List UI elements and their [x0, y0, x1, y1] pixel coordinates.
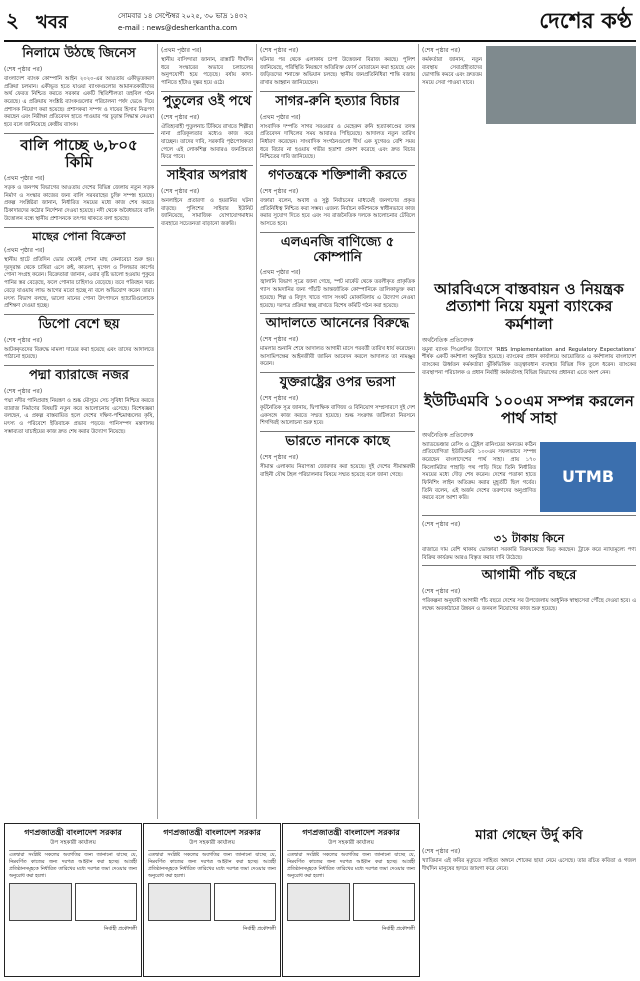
newspaper-logo: দেশের কণ্ঠ [539, 8, 632, 34]
continued-note: (প্রথম পৃষ্ঠার পর) [260, 269, 301, 277]
headline: এলএনজি বাণিজ্যে ৫ কোম্পানি [280, 234, 395, 265]
article-body: পদ্মা নদীর পানিপ্রবাহ নিয়ন্ত্রণ ও শুষ্ক মৌসুমে সেচ সুবিধা নিশ্চিত করতে ব্যারাজ নির্মাণের বিষয়টি নতুন করে আলোচনায় এসেছে। বিশেষজ্ঞরা বলছেন, এ প্রকল্প বাস্তবায়িত হলে দেশের দক্ষিণ-পশ্চিমাঞ্চলের কৃষি, মৎস্য ও পরিবেশে ইতিবাচক প্রভাব পড়বে। পানিসম্পদ মন্ত্রণালয় সম্ভাব্যতা যাচাইয়ের কাজ দ্রুত শেষ করার উদ্যোগ নিয়েছে। [4, 398, 154, 435]
ad-table [144, 881, 280, 923]
column-rule [418, 44, 419, 819]
article-body: বক্তারা বলেন, অবাধ ও সুষ্ঠু নির্বাচনের মাধ্যমেই জনগণের প্রকৃত প্রতিনিধিত্ব নিশ্চিত করা সম্ভব। এজন্য নির্বাচন কমিশনকে স্বাধীনভাবে কাজ করার সুযোগ দিতে হবে এবং সব রাজনৈতিক দলকে আলোচনার টেবিলে আসতে হবে। [260, 197, 415, 227]
page-number: ২ [6, 8, 20, 32]
headline: সাগর-রুনি হত্যার বিচার [275, 93, 400, 109]
news-photo [486, 46, 636, 124]
continued-note: (শেষ পৃষ্ঠার পর) [260, 47, 299, 54]
headline: ৩১ টাকায় কিনে [493, 531, 565, 545]
divider [4, 365, 154, 366]
ad-cell [353, 883, 416, 921]
column-1 [4, 44, 154, 819]
ad-table [5, 881, 141, 923]
article-body: সাংবাদিক দম্পতি সাগর সরওয়ার ও মেহেরুন রুনি হত্যাকাণ্ডের তদন্ত প্রতিবেদন দাখিলের সময় আবারও পিছিয়েছে। আদালত নতুন তারিখ নির্ধারণ করেছেন। সাংবাদিক সংগঠনগুলো দীর্ঘ এক যুগেরও বেশি সময় ধরে বিচার না হওয়ায় গভীর হতাশা প্রকাশ করেছে এবং দ্রুত বিচার নিশ্চিতের দাবি জানিয়েছে। [260, 123, 415, 161]
headline: মাছের পোনা বিক্রেতা [32, 229, 126, 243]
column-rule [256, 44, 257, 819]
article-body: যমুনা ব্যাংক পিএলসির উদ্যোগে ‘RBS Implementation and Regulatory Expectations’ শীর্ষক একটি কর্মশালা অনুষ্ঠিত হয়েছে। ব্যাংকের প্রধান কার্যালয়ে আয়োজিত এ কর্মশালায় বাংলাদেশ ব্যাংকের ঊর্ধ্বতন কর্মকর্তারা ঝুঁকিভিত্তিক তত্ত্বাবধান ব্যবস্থার বিভিন্ন দিক তুলে ধরেন। ব্যাংকের ব্যবস্থাপনা পরিচালক ও প্রধান নির্বাহী কর্মকর্তাসহ বিভিন্ন বিভাগের প্রধানরা এতে অংশ নেন। [422, 346, 636, 376]
divider [148, 850, 276, 851]
headline: পুতুলের ওই পথে [162, 93, 252, 109]
race-photo: UTMB [540, 442, 636, 512]
article-body: স্থানীয় হাটে প্রতিদিন ভোর থেকেই পোনা মাছ কেনাবেচা শুরু হয়। দূরদূরান্ত থেকে চাষিরা এসে রুই, কাতলা, মৃগেল ও সিলভার কার্পের পোনা সংগ্রহ করেন। বিক্রেতারা জানান, এবার বৃষ্টি ভালো হওয়ায় পুকুরে পানির স্তর বেড়েছে, ফলে পোনার চাহিদাও বেড়েছে। তবে পরিবহন খরচ বেড়ে যাওয়ায় লাভ আগের মতো হচ্ছে না বলে অভিযোগ করেন তারা। মৎস্য বিভাগ বলছে, ভালো মানের পোনা উৎপাদনে হ্যাচারিগুলোকে প্রশিক্ষণ দেওয়া হচ্ছে। [4, 257, 154, 310]
column-2b [260, 44, 415, 819]
masthead-rule [4, 40, 636, 42]
ad-cell [287, 883, 350, 921]
ad-body: এতদ্বারা সংশ্লিষ্ট সকলের অবগতির জন্য জানানো যাচ্ছে যে, নিম্নবর্ণিত কাজের জন্য দরপত্র আহ্বান করা হচ্ছে। আগ্রহী প্রতিষ্ঠানসমূহকে নির্ধারিত তারিখের মধ্যে দরপত্র জমা দেওয়ার জন্য অনুরোধ করা হলো। [148, 853, 276, 879]
headline: নিলামে উঠছে জিনেস [22, 46, 136, 61]
continued-note: (শেষ পৃষ্ঠার পর) [260, 395, 299, 403]
article-body: কর্মকর্তারা জানান, নতুন ব্যবস্থায় সেবাগ্রহীতাদের ভোগান্তি কমবে এবং দ্রুততম সময়ে সেবা পাওয়া যাবে। [422, 57, 482, 87]
continued-note: (প্রথম পৃষ্ঠার পর) [4, 175, 45, 183]
headline: ভারতে নানকে কাছে [285, 434, 390, 450]
continued-note: (শেষ পৃষ্ঠার পর) [4, 65, 43, 73]
headline: বালি পাচ্ছে ৬,৮০৫ কিমি [20, 135, 138, 171]
government-ad [282, 823, 420, 977]
column-rule [157, 44, 158, 819]
email-line: e-mail : news@desherkantha.com [118, 24, 238, 32]
continued-note: (প্রথম পৃষ্ঠার পর) [260, 113, 301, 121]
headline: আগামী পাঁচ বছরে [481, 568, 577, 584]
continued-note: (শেষ পৃষ্ঠার পর) [422, 520, 461, 528]
headline: আদালতে আনেনের বিরুদ্ধে [265, 316, 410, 332]
article-body: অনলাইনে প্রতারণা ও হয়রানির ঘটনা বাড়ছে। পুলিশের সাইবার ইউনিট জানিয়েছে, সামাজিক যোগাযোগমাধ্যম ব্যবহারে সচেতনতা বাড়ানো জরুরি। [161, 197, 253, 227]
ad-signature: নির্বাহী প্রকৌশলী [242, 925, 276, 932]
article-body: ঘটনার পর থেকে এলাকায় চাপা উত্তেজনা বিরাজ করছে। পুলিশ জানিয়েছে, পরিস্থিতি নিয়ন্ত্রণে অতিরিক্ত ফোর্স মোতায়েন করা হয়েছে এবং জড়িতদের শনাক্তে অভিযান চলছে। স্থানীয় জনপ্রতিনিধিরা শান্তি বজায় রাখার আহ্বান জানিয়েছেন। [260, 57, 415, 87]
column-3a [422, 44, 482, 274]
column-3-bottom [422, 826, 636, 976]
article-body: অ্যাডভেঞ্চার রেসিং ও ট্রেইল রানিংয়ের অন্যতম কঠিন প্রতিযোগিতা ইউটিএমবি ১০০এম সফলভাবে সম্পন্ন করেছেন বাংলাদেশের পার্থ সাহা। প্রায় ১৭০ কিলোমিটার পাহাড়ি পথ পাড়ি দিয়ে তিনি নির্ধারিত সময়ের মধ্যে দৌড় শেষ করেন। দেশের পতাকা হাতে ফিনিশিং লাইন অতিক্রম করার মুহূর্তটি ছিল গর্বের। তিনি বলেন, এই অর্জন দেশের তরুণদের অনুপ্রাণিত করবে বলে আশা করি। [422, 441, 536, 502]
continued-note: (শেষ পৃষ্ঠার পর) [260, 336, 299, 344]
headline: ডিপো বেশে ছয় [38, 316, 120, 332]
headline: সাইবার অপরাধ [166, 167, 248, 183]
headline: আরবিএসে বাস্তবায়ন ও নিয়ন্ত্রক প্রত্যাশা নিয়ে যমুনা ব্যাংকের কর্মশালা [434, 280, 624, 333]
article-with-photo [422, 442, 636, 512]
article-body: পরিকল্পনা অনুযায়ী আগামী পাঁচ বছরে দেশের সব উপজেলায় আধুনিক স্বাস্থ্যসেবা পৌঁছে দেওয়া হবে। এ লক্ষ্যে অবকাঠামো উন্নয়ন ও জনবল নিয়োগের কাজ শুরু হয়েছে। [422, 598, 636, 613]
ad-title: গণপ্রজাতন্ত্রী বাংলাদেশ সরকার [302, 827, 400, 837]
divider [260, 313, 415, 314]
continued-note: (শেষ পৃষ্ঠার পর) [161, 187, 200, 195]
article-body: জ্বালানি বিভাগ সূত্রে জানা গেছে, স্পট মার্কেট থেকে তরলীকৃত প্রাকৃতিক গ্যাস আমদানির জন্য পাঁচটি আন্তর্জাতিক কোম্পানিকে তালিকাভুক্ত করা হয়েছে। শিল্প ও বিদ্যুৎ খাতে গ্যাস সংকট মোকাবিলায় এ উদ্যোগ নেওয়া হয়েছে। দরপত্র প্রক্রিয়া স্বচ্ছ রাখতে বিশেষ কমিটি গঠন করা হয়েছে। [260, 279, 415, 309]
continued-note: (শেষ পৃষ্ঠার পর) [4, 336, 43, 344]
section-name: খবর [36, 12, 68, 33]
continued-note: (শেষ পৃষ্ঠার পর) [422, 588, 461, 596]
ad-subtitle: উপ সহকারী কার্যালয় [189, 840, 235, 846]
article-body: স্থানীয় বাসিন্দারা জানান, রাস্তাটি দীর্ঘদিন ধরে সংস্কারের অভাবে চলাচলের অনুপযোগী হয়ে পড়েছে। বর্ষায় কাদা-পানিতে হাঁটাও দুষ্কর হয়ে ওঠে। [161, 57, 253, 87]
divider [260, 165, 415, 166]
date-line: সোমবার ১৪ সেপ্টেম্বর ২০২৫, ৩০ ভাদ্র ১৪৩২ [118, 12, 248, 20]
headline: মারা গেছেন উর্দু কবি [475, 828, 583, 843]
ad-body: এতদ্বারা সংশ্লিষ্ট সকলের অবগতির জন্য জানানো যাচ্ছে যে, নিম্নবর্ণিত কাজের জন্য দরপত্র আহ্বান করা হচ্ছে। আগ্রহী প্রতিষ্ঠানসমূহকে নির্ধারিত তারিখের মধ্যে দরপত্র জমা দেওয়ার জন্য অনুরোধ করা হলো। [287, 853, 415, 879]
ad-signature: নির্বাহী প্রকৌশলী [381, 925, 415, 932]
ad-title: গণপ্রজাতন্ত্রী বাংলাদেশ সরকার [24, 827, 122, 837]
divider [260, 232, 415, 233]
article-body: বাজারে দাম বেশি থাকায় ভোক্তারা সরকারি বিক্রয়কেন্দ্রে ভিড় করছেন। ট্রাকে করে ন্যায্যমূল্যে পণ্য বিক্রির কার্যক্রম আরও বিস্তৃত করার দাবি উঠেছে। [422, 547, 636, 561]
divider [260, 431, 415, 432]
divider [4, 314, 154, 315]
government-ad [143, 823, 281, 977]
ad-cell [148, 883, 211, 921]
ad-subtitle: উপ সহকারী কার্যালয় [328, 840, 374, 846]
ad-cell [214, 883, 277, 921]
headline: পদ্মা ব্যারাজে নজর [29, 368, 129, 384]
continued-note: (শেষ পৃষ্ঠার পর) [422, 47, 461, 54]
headline: গণতন্ত্রকে শক্তিশালী করতে [268, 167, 407, 183]
headline: যুক্তরাষ্ট্রের ওপর ভরসা [279, 375, 396, 391]
divider [4, 227, 154, 228]
divider [161, 91, 253, 92]
continued-note: (শেষ পৃষ্ঠার পর) [4, 388, 43, 396]
continued-note: (শেষ পৃষ্ঠার পর) [422, 847, 461, 855]
continued-note: (প্রথম পৃষ্ঠার পর) [161, 47, 202, 54]
divider [260, 372, 415, 373]
continued-note: (শেষ পৃষ্ঠার পর) [161, 113, 200, 121]
article-body: আটককৃতদের বিরুদ্ধে মামলা দায়ের করা হয়েছে এবং তাদের আদালতে পাঠানো হয়েছে। [4, 346, 154, 361]
continued-note: (শেষ পৃষ্ঠার পর) [260, 187, 299, 195]
ad-signature: নির্বাহী প্রকৌশলী [103, 925, 137, 932]
ad-table [283, 881, 419, 923]
article-body: কূটনৈতিক সূত্র জানায়, দ্বিপাক্ষিক বাণিজ্য ও বিনিয়োগ সম্প্রসারণে দুই দেশ একসঙ্গে কাজ করতে সম্মত হয়েছে। শুল্ক সংক্রান্ত জটিলতা নিরসনে শিগগিরই আলোচনা শুরু হবে। [260, 405, 415, 427]
ad-cell [75, 883, 138, 921]
article-body: খ্যাতিমান এই কবির মৃত্যুতে সাহিত্য অঙ্গনে শোকের ছায়া নেমে এসেছে। তার রচিত কবিতা ও গজল দীর্ঘদিন মানুষের হৃদয়ে জায়গা করে নেবে। [422, 857, 636, 872]
byline: অর্থনৈতিক প্রতিবেদক [422, 336, 474, 344]
article-body: বাংলাদেশ ব্যাংক কোম্পানি আইন ২০২০-এর আওতায় একীভূতকরণ প্রক্রিয়া চলমান। একীভূত হতে যাওয়া ব্যাংকগুলোর আমানতকারীদের অর্থ ফেরত নিশ্চিত করতে সরকার একটি স্থিতিশীলতা তহবিল গঠন করেছে। এ প্রক্রিয়ায় সংশ্লিষ্ট ব্যাংকগুলোর পরিচালনা পর্ষদ ভেঙে দিয়ে প্রশাসক নিয়োগ করা হয়েছে। প্রশাসকরা সম্পদ ও দায়ের হিসাব নিরূপণ করছেন এবং নিরীক্ষা প্রতিবেদন হাতে পাওয়ার পর চূড়ান্ত সিদ্ধান্ত নেওয়া হবে বলে জানিয়েছে কেন্দ্রীয় ব্যাংক। [4, 75, 154, 128]
photo-headline-block [422, 278, 636, 377]
ad-subtitle: উপ সহকারী কার্যালয় [50, 840, 96, 846]
divider [260, 91, 415, 92]
continued-note: (প্রথম পৃষ্ঠার পর) [4, 247, 45, 255]
article-body: ঐতিহ্যবাহী পুতুলনাচ টিকিয়ে রাখতে শিল্পীরা নানা প্রতিকূলতার মধ্যেও কাজ করে যাচ্ছেন। তাদের দাবি, সরকারি পৃষ্ঠপোষকতা পেলে এই লোকশিল্প আবারও জনপ্রিয়তা ফিরে পাবে। [161, 123, 253, 161]
article-body: মামলার শুনানি শেষে আদালত আগামী মাসে পরবর্তী তারিখ ধার্য করেছেন। আসামিপক্ষের আইনজীবী জামিন আবেদন করলে আদালত তা নামঞ্জুর করেন। [260, 346, 415, 368]
divider [161, 165, 253, 166]
continued-note: (শেষ পৃষ্ঠার পর) [260, 454, 299, 462]
divider [422, 515, 636, 516]
article-body: সড়ক ও জনপথ বিভাগের আওতায় দেশের বিভিন্ন জেলায় নতুন সড়ক নির্মাণ ও সংস্কার কাজের জন্য বালি সরবরাহের চুক্তি সম্পন্ন হয়েছে। প্রকল্প সংশ্লিষ্টরা জানান, নির্ধারিত সময়ের মধ্যে কাজ শেষ করতে ঠিকাদারদের কঠোর নির্দেশনা দেওয়া হয়েছে। নদী থেকে অবৈধভাবে বালি উত্তোলন বন্ধে স্থানীয় প্রশাসনকে তৎপর থাকতে বলা হয়েছে। [4, 185, 154, 222]
column-3 [422, 390, 636, 820]
government-ad [4, 823, 142, 977]
divider [9, 850, 137, 851]
article-body: সীমান্ত এলাকায় নিরাপত্তা জোরদার করা হয়েছে। দুই দেশের সীমান্তরক্ষী বাহিনী যৌথ টহল পরিচালনার বিষয়ে সম্মত হয়েছে বলে জানা গেছে। [260, 464, 415, 478]
divider [287, 850, 415, 851]
ad-cell [9, 883, 72, 921]
byline: অর্থনৈতিক প্রতিবেদক [422, 431, 474, 439]
divider [422, 565, 636, 566]
ad-title: গণপ্রজাতন্ত্রী বাংলাদেশ সরকার [163, 827, 261, 837]
ad-body: এতদ্বারা সংশ্লিষ্ট সকলের অবগতির জন্য জানানো যাচ্ছে যে, নিম্নবর্ণিত কাজের জন্য দরপত্র আহ্বান করা হচ্ছে। আগ্রহী প্রতিষ্ঠানসমূহকে নির্ধারিত তারিখের মধ্যে দরপত্র জমা দেওয়ার জন্য অনুরোধ করা হলো। [9, 853, 137, 879]
divider [4, 133, 154, 134]
column-2a [161, 44, 253, 819]
headline: ইউটিএমবি ১০০এম সম্পন্ন করলেন পার্থ সাহা [424, 392, 634, 428]
